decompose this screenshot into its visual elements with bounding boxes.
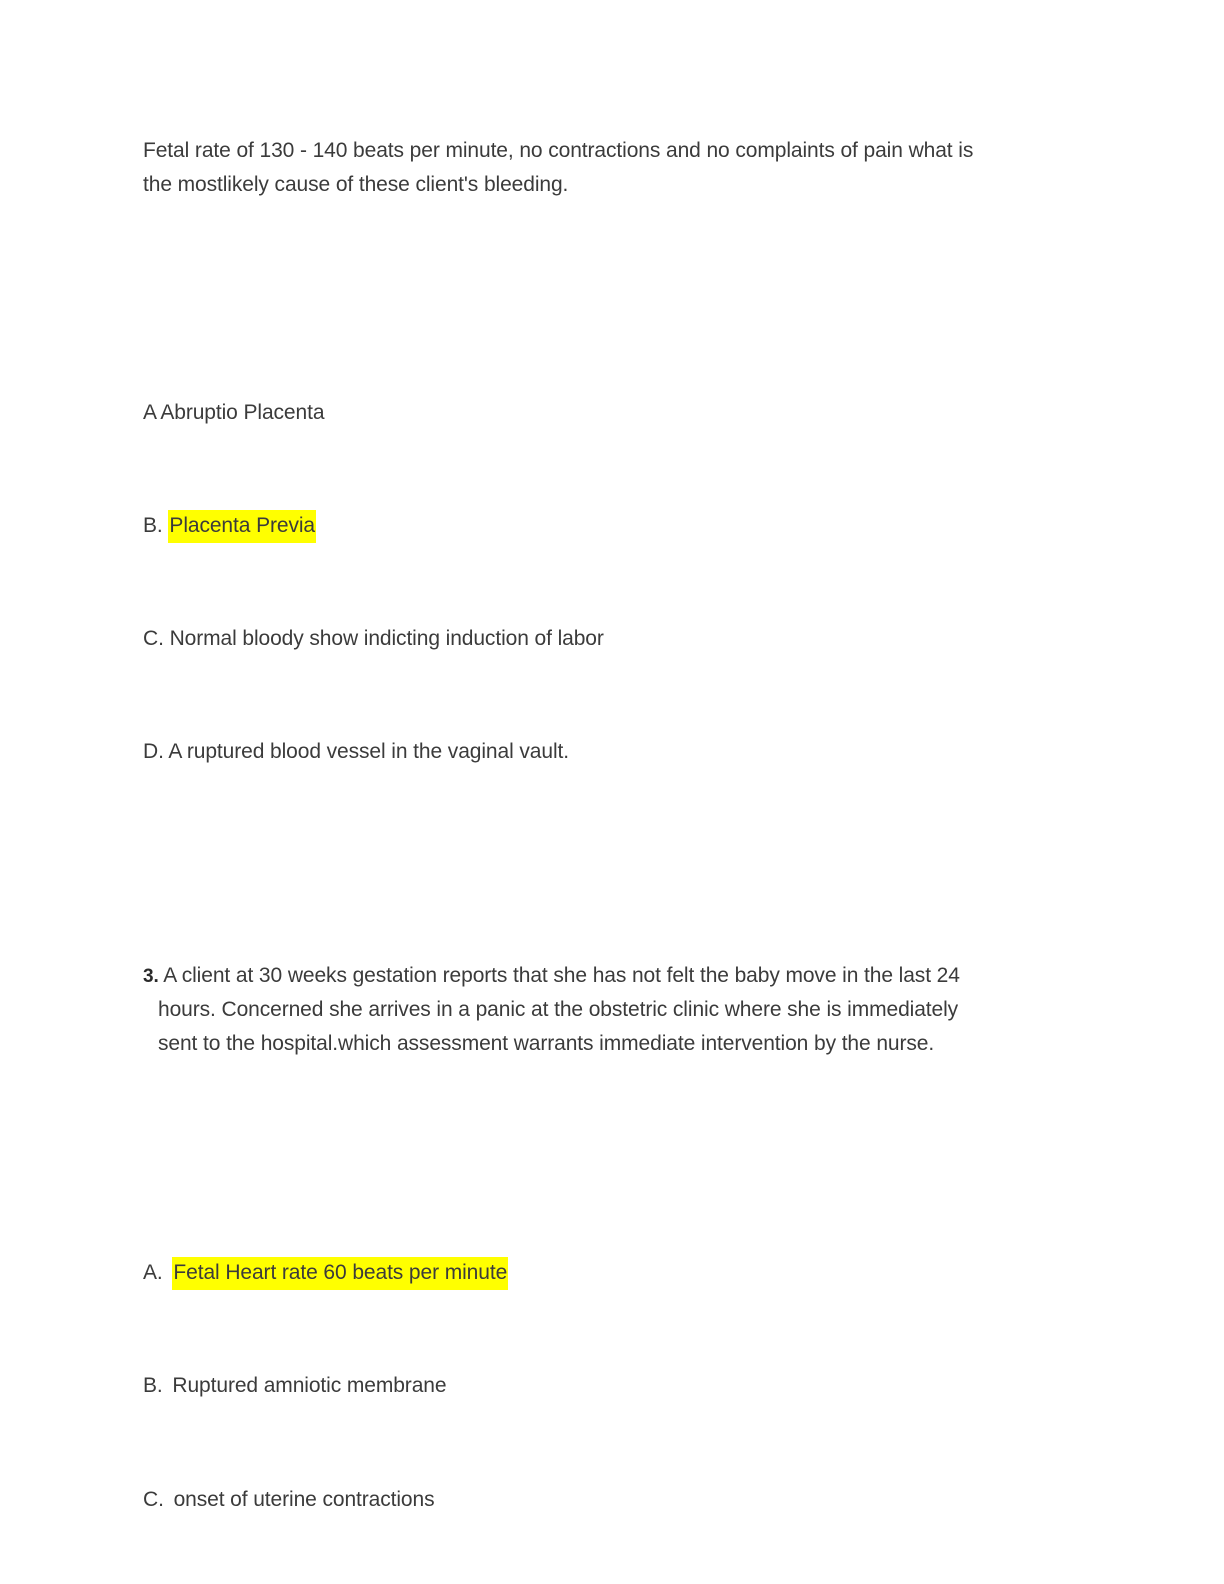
option-letter: A. <box>143 1261 163 1284</box>
question-2-stem-line-1: Fetal rate of 130 - 140 beats per minute, no contractions and no complaints of pain what is <box>143 139 974 162</box>
question-3-stem-line-1 <box>143 959 960 994</box>
question-2-option-d <box>143 735 569 769</box>
option-text: onset of uterine contractions <box>173 1488 435 1511</box>
question-2-option-b <box>143 509 316 543</box>
question-3-option-c <box>143 1483 435 1517</box>
option-letter: C. <box>143 1488 164 1511</box>
question-3-stem-line-3: sent to the hospital.which assessment warrants immediate intervention by the nurse. <box>158 1032 935 1055</box>
option-text: Abruptio Placenta <box>160 401 325 424</box>
question-3-option-a <box>143 1256 508 1290</box>
question-2-stem-line-2: the mostlikely cause of these client's bleeding. <box>143 173 569 196</box>
highlighted-answer: Placenta Previa <box>168 510 316 543</box>
option-letter: B. <box>143 1374 163 1397</box>
question-2-option-c <box>143 622 604 656</box>
option-letter: C. <box>143 627 164 650</box>
option-letter: A <box>143 401 161 424</box>
option-text: A ruptured blood vessel in the vaginal vault. <box>168 740 569 763</box>
question-stem-text: A client at 30 weeks gestation reports that she has not felt the baby move in the last 24 <box>163 964 960 987</box>
question-3-option-b <box>143 1369 446 1403</box>
option-text: Ruptured amniotic membrane <box>172 1374 447 1397</box>
question-3-stem-line-2: hours. Concerned she arrives in a panic at the obstetric clinic where she is immediately <box>158 998 959 1021</box>
option-letter: B. <box>143 514 163 537</box>
question-number: 3. <box>143 966 159 987</box>
question-2-option-a <box>143 396 324 430</box>
highlighted-answer: Fetal Heart rate 60 beats per minute <box>172 1257 508 1290</box>
option-letter: D. <box>143 740 164 763</box>
option-text: Normal bloody show indicting induction of labor <box>169 627 604 650</box>
